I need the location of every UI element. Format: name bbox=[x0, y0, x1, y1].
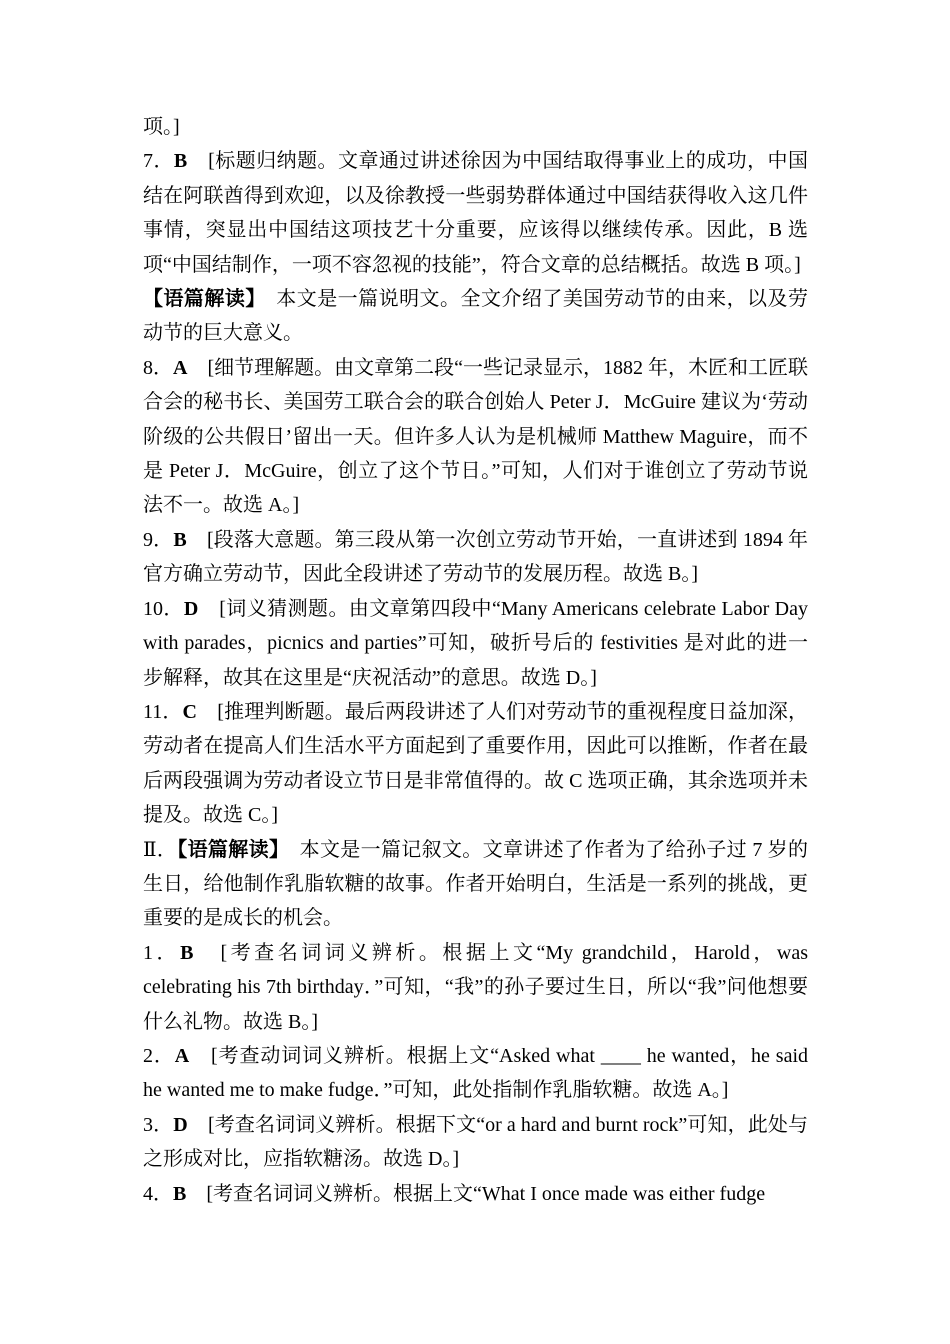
text-run: Ⅱ． bbox=[143, 838, 178, 861]
text-run: 项。] bbox=[143, 116, 180, 138]
text-run: 7． bbox=[143, 150, 174, 173]
answer-item-2 bbox=[143, 1039, 808, 1108]
answer-item-8 bbox=[143, 351, 808, 523]
text-run: [推理判断题。最后两段讲述了人们对劳动节的重视程度日益加深，劳动者在提高人们生活水平方面起到了重要作用，因此可以推断，作者在最后两段强调为劳动者设立节日是非常值得的。故 C 选项正确，其余选项并未提及。故选 C。] bbox=[143, 700, 808, 827]
passage-analysis-2 bbox=[143, 833, 808, 936]
text-run: 本文是一篇记叙文。文章讲述了作者为了给孙子过 7 岁的生日，给他制作乳脂软糖的故事。作者开始明白，生活是一系列的挑战，更重要的是成长的机会。 bbox=[143, 838, 809, 930]
document-body bbox=[143, 110, 808, 1211]
text-run: [考查名词词义辨析。根据上文“What I once made was either fudge bbox=[186, 1182, 766, 1205]
answer-letter: B bbox=[173, 150, 188, 173]
text-run: [考查名词词义辨析。根据上文“My grandchild，Harold，was celebrating his 7th birthday．”可知，“我”的孙子要过生日，所以“我”问他想要什么礼物。故选 B。] bbox=[143, 941, 808, 1033]
answer-letter: B bbox=[180, 941, 194, 964]
answer-letter: 【语篇解读】 bbox=[177, 838, 280, 861]
answer-letter: A bbox=[174, 1044, 190, 1067]
text-run: [标题归纳题。文章通过讲述徐因为中国结取得事业上的成功，中国结在阿联酋得到欢迎，以及徐教授一些弱势群体通过中国结获得收入这几件事情，突显出中国结这项技艺十分重要，应该得以继续传承。因此，B 选项“中国结制作，一项不容忽视的技能”，符合文章的总结概括。故选 B 项。] bbox=[143, 150, 809, 276]
text-run: 8． bbox=[143, 356, 173, 379]
answer-item-4 bbox=[143, 1177, 808, 1211]
text-run: 10． bbox=[143, 597, 184, 620]
text-run: 9． bbox=[143, 528, 174, 551]
text-run: 3． bbox=[143, 1113, 174, 1136]
answer-item-10 bbox=[143, 592, 808, 695]
text-run: [词义猜测题。由文章第四段中“Many Americans celebrate Labor Day with parades，picnics and parties”可知，破折号后的 festivities 是对此的进一步解释，故其在这里是“庆祝活动”的意思。故选 D。] bbox=[143, 597, 808, 689]
text-run: [考查动词词义辨析。根据上文“Asked what ____ he wanted，he said he wanted me to make fudge．”可知，此处指制作乳脂软糖。故选 A。] bbox=[143, 1044, 809, 1102]
answer-item-7 bbox=[143, 144, 808, 282]
text-run: 1． bbox=[143, 941, 181, 964]
answer-letter: B bbox=[173, 528, 187, 551]
text-run: [考查名词词义辨析。根据下文“or a hard and burnt rock”可知，此处与之形成对比，应指软糖汤。故选 D。] bbox=[143, 1113, 809, 1171]
text-run: 4． bbox=[143, 1182, 173, 1205]
answer-letter: C bbox=[182, 700, 197, 723]
answer-item-3 bbox=[143, 1108, 808, 1177]
text-run: 本文是一篇说明文。全文介绍了美国劳动节的由来，以及劳动节的巨大意义。 bbox=[143, 288, 808, 345]
continuation-line bbox=[143, 110, 808, 144]
text-run: 11． bbox=[143, 700, 183, 723]
text-run: [段落大意题。第三段从第一次创立劳动节开始，一直讲述到 1894 年官方确立劳动节，因此全段讲述了劳动节的发展历程。故选 B。] bbox=[143, 528, 808, 586]
answer-letter: A bbox=[173, 356, 188, 379]
answer-item-11 bbox=[143, 695, 808, 833]
text-run: 2． bbox=[143, 1044, 175, 1067]
answer-letter: D bbox=[173, 1113, 188, 1136]
answer-letter: D bbox=[183, 597, 199, 620]
answer-item-9 bbox=[143, 523, 808, 592]
answer-letter: 【语篇解读】 bbox=[143, 288, 256, 311]
answer-item-1 bbox=[143, 936, 808, 1039]
answer-letter: B bbox=[173, 1182, 187, 1205]
passage-analysis-1 bbox=[143, 282, 808, 351]
text-run: [细节理解题。由文章第二段“一些记录显示，1882 年，木匠和工匠联合会的秘书长、美国劳工联合会的联合创始人 Peter J．McGuire 建议为‘劳动阶级的公共假日’留出一天。但许多人认为是机械师 Matthew Maguire，而不是 Peter J．McGuire，创立了这个节日。”可知，人们对于谁创立了劳动节说法不一。故选 A。] bbox=[143, 356, 808, 517]
